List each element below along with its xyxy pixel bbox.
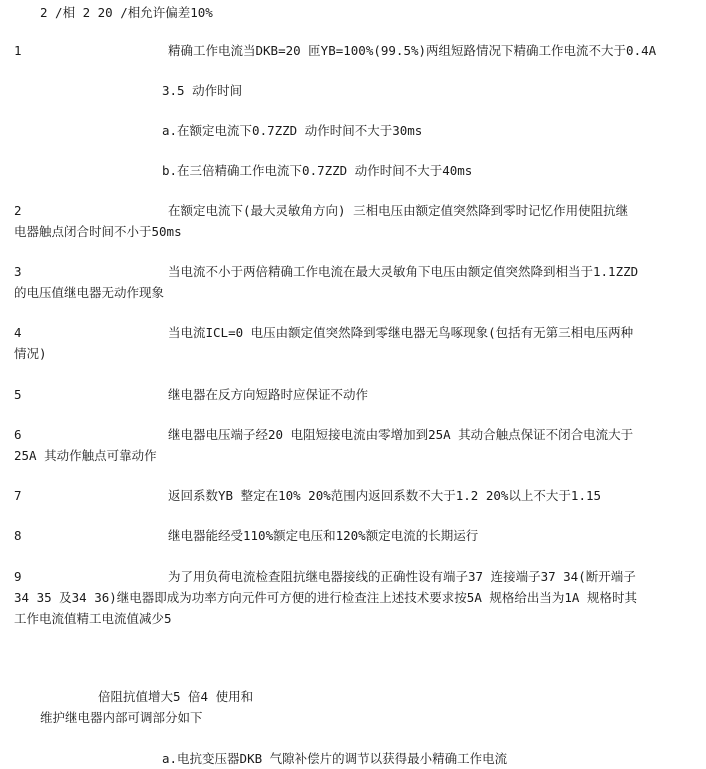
item-number: 6 [14, 427, 22, 442]
item-number: 1 [14, 43, 22, 58]
item-text: 当电流不小于两倍精确工作电流在最大灵敏角下电压由额定值突然降到相当于1.1ZZD [168, 264, 639, 279]
header-line: 2 /相 2 20 /相允许偏差10% [40, 5, 213, 20]
item-text: 继电器能经受110%额定电压和120%额定电流的长期运行 [168, 528, 479, 543]
footer-line: 倍阻抗值增大5 倍4 使用和 [98, 689, 254, 704]
item-text-continued: 34 35 及34 36)继电器即成为功率方向元件可方便的进行检查注上述技术要求按5A 规格给出当为1A 规格时其 [14, 590, 637, 605]
item-number: 9 [14, 569, 22, 584]
item-text: 精确工作电流当DKB=20 匝YB=100%(99.5%)两组短路情况下精确工作电流不大于0.4A [168, 43, 657, 58]
item-text-continued: 25A 其动作触点可靠动作 [14, 448, 157, 463]
footer-line: a.电抗变压器DKB 气隙补偿片的调节以获得最小精确工作电流 [162, 751, 508, 766]
item-text: 返回系数YB 整定在10% 20%范围内返回系数不大于1.2 20%以上不大于1.15 [168, 488, 602, 503]
item-text: a.在额定电流下0.7ZZD 动作时间不大于30ms [162, 123, 423, 138]
item-number: 4 [14, 325, 22, 340]
item-text: 在额定电流下(最大灵敏角方向) 三相电压由额定值突然降到零时记忆作用使阻抗继 [168, 203, 629, 218]
item-number: 8 [14, 528, 22, 543]
item-text: 为了用负荷电流检查阻抗继电器接线的正确性设有端子37 连接端子37 34(断开端子 [168, 569, 636, 584]
item-text: b.在三倍精确工作电流下0.7ZZD 动作时间不大于40ms [162, 163, 473, 178]
item-text-continued: 的电压值继电器无动作现象 [14, 285, 165, 300]
item-number: 7 [14, 488, 22, 503]
item-text-continued: 情况) [14, 346, 47, 361]
footer-line: 维护继电器内部可调部分如下 [40, 710, 203, 725]
item-text: 继电器在反方向短路时应保证不动作 [168, 387, 369, 402]
section-title: 3.5 动作时间 [162, 83, 243, 98]
item-text: 继电器电压端子经20 电阻短接电流由零增加到25A 其动合触点保证不闭合电流大于 [168, 427, 634, 442]
item-number: 3 [14, 264, 22, 279]
item-text-continued: 电器触点闭合时间不小于50ms [14, 224, 182, 239]
item-text: 当电流ICL=0 电压由额定值突然降到零继电器无鸟啄现象(包括有无第三相电压两种 [168, 325, 634, 340]
item-number: 5 [14, 387, 22, 402]
item-text-continued: 工作电流值精工电流值减少5 [14, 611, 172, 626]
item-number: 2 [14, 203, 22, 218]
